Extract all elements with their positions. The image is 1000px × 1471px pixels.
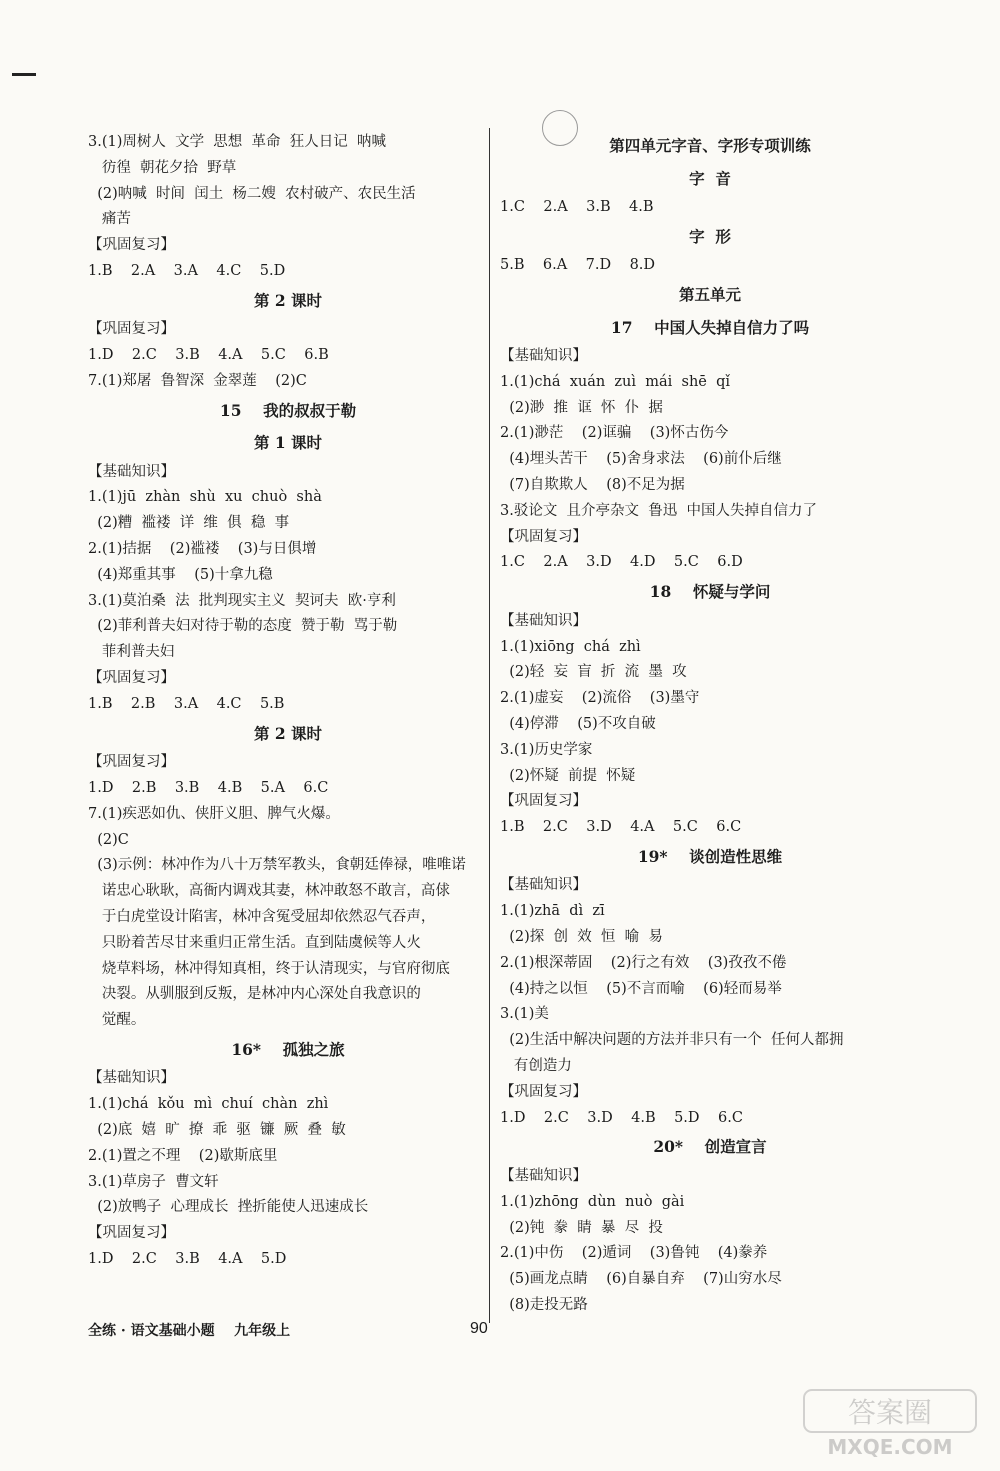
answer-line: 【巩固复习】 [88, 754, 175, 771]
right-column [500, 130, 920, 1319]
section-heading: 18 怀疑与学问 [649, 582, 771, 602]
answer-line: 3.(1)美 [500, 1006, 549, 1023]
answer-line: 1.D 2.B 3.B 4.B 5.A 6.C [88, 779, 329, 796]
answer-line: 诺忠心耿耿，高衙内调戏其妻，林冲敢怒不敢言，高俅 [88, 883, 450, 900]
answer-line: (4)郑重其事 (5)十拿九稳 [88, 566, 273, 583]
section-heading: 16* 孤独之旅 [231, 1039, 345, 1059]
answer-line: 痛苦 [88, 211, 131, 228]
column-divider [489, 128, 490, 1323]
answer-line: 【基础知识】 [500, 348, 587, 365]
section-heading: 第 2 课时 [253, 290, 323, 310]
answer-line: 1.B 2.A 3.A 4.C 5.D [88, 262, 286, 279]
answer-line: 3.驳论文 且介亭杂文 鲁迅 中国人失掉自信力了 [500, 502, 817, 519]
answer-line: (2)生活中解决问题的方法并非只有一个 任何人都拥 [500, 1032, 844, 1049]
answer-line: 有创造力 [500, 1058, 572, 1075]
answer-line: 2.(1)拮据 (2)褴褛 (3)与日俱增 [88, 541, 317, 558]
answer-line: 【巩固复习】 [88, 237, 175, 254]
answer-line: 烧草料场，林冲得知真相，终于认清现实，与官府彻底 [88, 960, 450, 977]
answer-line: 菲利普夫妇 [88, 644, 175, 661]
answer-line: 1.(1)chá xuán zuì mái shē qǐ [500, 373, 730, 390]
answer-line: 7.(1)郑屠 鲁智深 金翠莲 (2)C [88, 372, 307, 389]
section-heading: 第 1 课时 [253, 433, 323, 453]
answer-line: 1.B 2.B 3.A 4.C 5.B [88, 695, 285, 712]
answer-line: 2.(1)置之不理 (2)歇斯底里 [88, 1147, 278, 1164]
answer-line: (2)放鸭子 心理成长 挫折能使人迅速成长 [88, 1199, 369, 1216]
answer-line: 【基础知识】 [500, 1167, 587, 1184]
answer-line: 【基础知识】 [88, 463, 175, 480]
answer-line: (5)画龙点睛 (6)自暴自弃 (7)山穷水尽 [500, 1271, 782, 1288]
watermark-logo-text: 答案圈 [847, 1396, 933, 1429]
answer-line: 1.(1)chá kǒu mì chuí chàn zhì [88, 1096, 329, 1113]
section-heading: 第五单元 [678, 285, 741, 305]
answer-line: (3)示例：林冲作为八十万禁军教头，食朝廷俸禄，唯唯诺 [88, 857, 466, 874]
section-heading: 15 我的叔叔于勒 [219, 400, 357, 420]
answer-line: 2.(1)渺茫 (2)诓骗 (3)怀古伤今 [500, 425, 729, 442]
answer-line: (8)走投无路 [500, 1296, 588, 1313]
left-column [88, 130, 488, 1273]
answer-line: 【巩固复习】 [500, 528, 587, 545]
answer-line: (2)怀疑 前提 怀疑 [500, 767, 636, 784]
section-heading: 第四单元字音、字形专项训练 [609, 136, 811, 155]
section-heading: 17 中国人失掉自信力了吗 [610, 317, 810, 337]
answer-line: 7.(1)疾恶如仇、侠肝义胆、脾气火爆。 [88, 805, 340, 822]
answer-line: (7)自欺欺人 (8)不足为据 [500, 477, 685, 494]
answer-line: (2)C [88, 831, 129, 848]
answer-line: 2.(1)虚妄 (2)流俗 (3)墨守 [500, 690, 700, 707]
answer-line: (4)停滞 (5)不攻自破 [500, 715, 656, 732]
answer-line: 决裂。从驯服到反叛，是林冲内心深处自我意识的 [88, 986, 421, 1003]
answer-line: 1.(1)xiōng chá zhì [500, 638, 641, 655]
section-heading: 19* 谈创造性思维 [637, 846, 783, 866]
answer-line: (2)渺 推 诓 怀 仆 据 [500, 399, 663, 416]
answer-line: 3.(1)周树人 文学 思想 革命 狂人日记 呐喊 [88, 134, 386, 150]
answer-line: 1.B 2.C 3.D 4.A 5.C 6.C [500, 819, 742, 836]
answer-line: 1.D 2.C 3.D 4.B 5.D 6.C [500, 1109, 743, 1126]
answer-line: 于白虎堂设计陷害，林冲含冤受屈却依然忍气吞声， [88, 908, 436, 925]
answer-line: 3.(1)莫泊桑 法 批判现实主义 契诃夫 欧·亨利 [88, 592, 396, 609]
answer-line: 2.(1)根深蒂固 (2)行之有效 (3)孜孜不倦 [500, 954, 787, 971]
corner-mark [12, 73, 36, 76]
answer-line: 彷徨 朝花夕拾 野草 [88, 159, 237, 176]
answer-line: (4)持之以恒 (5)不言而喻 (6)轻而易举 [500, 980, 782, 997]
answer-line: 【基础知识】 [500, 877, 587, 894]
answer-line: 3.(1)草房子 曹文轩 [88, 1173, 219, 1190]
answer-line: 1.(1)zhōng dùn nuò gài [500, 1193, 685, 1210]
answer-line: 2.(1)中伤 (2)遁词 (3)鲁钝 (4)豢养 [500, 1245, 768, 1262]
answer-line: (2)探 创 效 恒 喻 易 [500, 929, 663, 946]
answer-line: 5.B 6.A 7.D 8.D [500, 257, 656, 274]
answer-line: (2)呐喊 时间 闰土 杨二嫂 农村破产、农民生活 [88, 185, 416, 202]
section-heading: 20* 创造宣言 [653, 1137, 767, 1157]
answer-line: (2)菲利普夫妇对待于勒的态度 赞于勒 骂于勒 [88, 618, 398, 635]
section-heading: 字 形 [689, 226, 731, 246]
answer-line: (2)轻 妄 盲 折 流 墨 攻 [500, 664, 687, 681]
answer-line: 3.(1)历史学家 [500, 741, 593, 758]
section-heading: 第 2 课时 [253, 723, 323, 743]
answer-line: (2)糟 褴褛 详 维 俱 稳 事 [88, 515, 290, 532]
answer-line: 1.C 2.A 3.D 4.D 5.C 6.D [500, 554, 743, 571]
answer-line: 【巩固复习】 [500, 793, 587, 810]
answer-line: 1.C 2.A 3.B 4.B [500, 199, 654, 215]
answer-line: (2)钝 豢 睛 暴 尽 投 [500, 1219, 663, 1236]
answer-line: 1.D 2.C 3.B 4.A 5.C 6.B [88, 347, 329, 364]
answer-line: 【巩固复习】 [500, 1083, 587, 1100]
watermark-logo [800, 1386, 980, 1461]
answer-line: 1.D 2.C 3.B 4.A 5.D [88, 1250, 287, 1267]
watermark-domain-text: MXQE.COM [827, 1435, 953, 1459]
section-heading: 字 音 [689, 168, 731, 188]
answer-line: 【巩固复习】 [88, 321, 175, 338]
answer-line: 只盼着苦尽甘来重归正常生活。直到陆虞候等人火 [88, 934, 421, 951]
answer-line: 【基础知识】 [88, 1070, 175, 1087]
answer-line: (4)埋头苦干 (5)舍身求法 (6)前仆后继 [500, 451, 782, 468]
answer-line: 1.(1)jū zhàn shù xu chuò shà [88, 489, 322, 506]
page-number: 90 [470, 1320, 488, 1337]
answer-line: 1.(1)zhā dì zī [500, 903, 605, 920]
footer-book-title: 全练 · 语文基础小题 九年级上 [88, 1323, 291, 1339]
answer-line: 【巩固复习】 [88, 1225, 175, 1242]
answer-line: 觉醒。 [88, 1012, 146, 1029]
answer-line: 【基础知识】 [500, 612, 587, 629]
answer-line: 【巩固复习】 [88, 670, 175, 687]
answer-line: (2)底 嬉 旷 撩 乖 驱 镰 厥 叠 敏 [88, 1122, 346, 1138]
